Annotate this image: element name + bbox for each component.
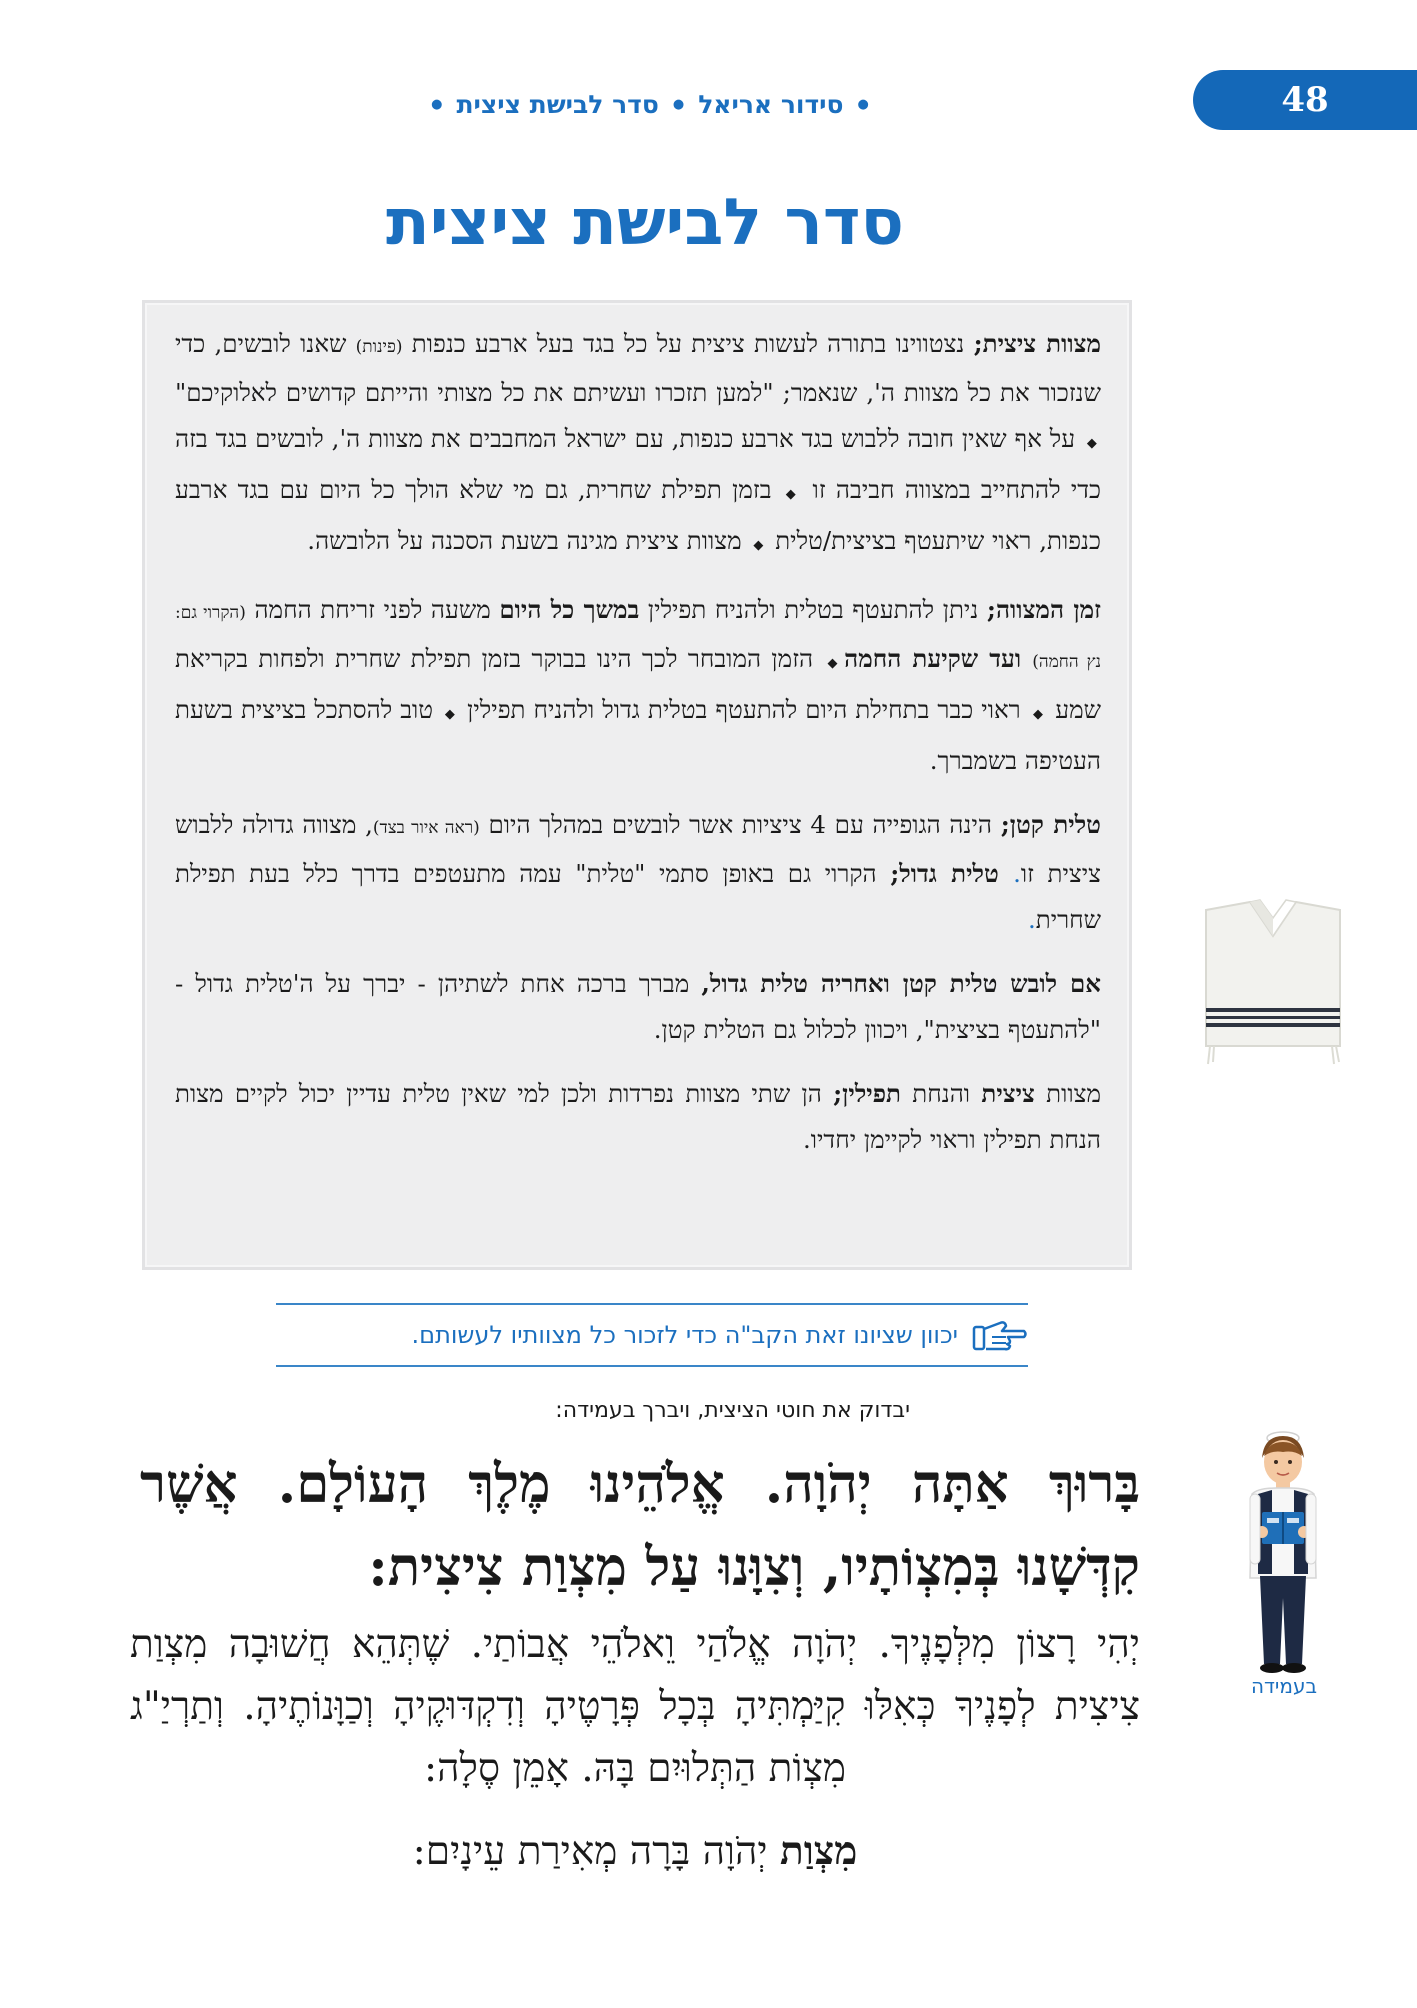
standing-boy-illustration — [1228, 1428, 1338, 1683]
siddur-name: סידור אריאל — [698, 89, 844, 119]
intention-reminder — [276, 1303, 1028, 1367]
talit-katan-illustration — [1200, 896, 1346, 1066]
tzitzit-blessing: בָּרוּךְ אַתָּה יְהֹוָה. אֱלֹהֵינוּ מֶלֶךְ הָעוֹלָם. אֲשֶׁר קִדְּשָׁנוּ בְּמִצְוֹתָיו, וְצִוָּנוּ עַל מִצְוַת צִיצִית: — [140, 1453, 1140, 1598]
bullet-icon: ● — [672, 96, 685, 112]
paragraph-text: מברך ברכה אחת לשתיהן - יברך על ה'טלית גדול - "להתעטף בציצית", ויכוון לכלול גם הטלית קטן. — [175, 969, 1101, 1044]
paragraph-note: (ראה איור בצד) — [372, 818, 480, 838]
pointing-hand-icon — [972, 1315, 1028, 1355]
paragraph-bold: ועד שקיעת החמה — [844, 644, 1033, 673]
paragraph-bold: ציצית — [981, 1079, 1035, 1108]
yehi-ratzon-prayer: יְהִי רָצוֹן מִלְּפָנֶיךָ. יְהֹוָה אֱלֹהַי וֵאלֹהֵי אֲבוֹתַי. שֶׁתְּהֵא חֲשׁוּבָה מִצְוַת צִיצִית לְפָנֶיךָ כְּאִלּוּ קִיַּמְתִּיהָ בְּכָל פְּרָטֶיהָ וְדִקְדּוּקֶיהָ וְכַוָּנוֹתֶיהָ. וְתַרְיַ"ג מִצְוֹת הַתְּלוּיִם בָּהּ. אָמֵן סֶלָה: — [130, 1622, 1140, 1791]
paragraph-text: מצוות — [1034, 1079, 1101, 1108]
standing-caption: בעמידה — [1250, 1674, 1318, 1698]
info-box — [142, 300, 1132, 1270]
paragraph-note: (הקרוי גם: נץ החמה) — [175, 603, 1102, 672]
paragraph-text: טוב להסתכל בציצית בשעת העטיפה בשמברך. — [175, 695, 1101, 775]
diamond-icon: ◆ — [783, 487, 799, 502]
paragraph-text: הינה הגופייה עם 4 ציציות אשר לובשים במהלך היום — [479, 810, 1001, 839]
paragraph-bold: טלית גדול; — [890, 859, 1014, 888]
paragraph-tzitzit-tefillin — [175, 1071, 1101, 1163]
paragraph-mitzvah-time — [175, 587, 1101, 784]
paragraph-lead: מצוות ציצית; — [973, 329, 1101, 358]
paragraph-text: שאנו לובשים, כדי שנזכור את כל מצוות ה', שנאמר; "למען תזכרו ועשיתם את כל מצותי והייתם קדושים לאלוקיכם" — [175, 329, 1101, 407]
bullet-icon: ● — [857, 96, 869, 112]
paragraph-text: ניתן להתעטף בטלית ולהניח תפילין — [639, 595, 987, 624]
bullet-icon: ● — [431, 96, 443, 112]
verse-text: יְהֹוָה בָּרָה מְאִירַת עֵינָיִם: — [412, 1829, 781, 1874]
paragraph-lead: טלית קטן; — [1000, 810, 1101, 839]
paragraph-text: , מצווה גדולה ללבוש ציצית זו — [175, 810, 1101, 888]
paragraph-both-talits — [175, 961, 1101, 1053]
paragraph-text: על אף שאין חובה ללבוש בגד ארבע כנפות, עם ישראל המחבבים את מצוות ה', לובשים בגד בזה כדי להתחייב במצווה חביבה זו — [175, 424, 1102, 504]
diamond-icon: ◆ — [444, 707, 456, 722]
paragraph-text: בזמן תפילת שחרית, גם מי שלא הולך כל היום עם בגד ארבע כנפות, ראוי שיתעטף בציצית/טלית — [175, 475, 1101, 555]
paragraph-lead: אם לובש טלית קטן ואחריה טלית גדול, — [701, 969, 1101, 998]
page-number: 48 — [1281, 80, 1329, 120]
paragraph-lead: זמן המצווה; — [986, 595, 1101, 624]
paragraph-text: ראוי כבר בתחילת היום להתעטף בטלית גדול ולהניח תפילין — [459, 695, 1029, 724]
paragraph-text: והנחת — [901, 1079, 982, 1108]
page-title: סדר לבישת ציצית — [385, 186, 905, 260]
closing-verse — [130, 1828, 1140, 1874]
blessing-instruction: יבדוק את חוטי הציצית, ויברך בעמידה: — [555, 1398, 910, 1423]
reminder-text: יכוון שציונו זאת הקב"ה כדי לזכור כל מצוותיו לעשותם. — [411, 1321, 958, 1349]
diamond-icon: ◆ — [1086, 436, 1097, 451]
paragraph-text: נצטווינו בתורה לעשות ציצית על כל בגד בעל ארבע כנפות — [402, 329, 974, 358]
diamond-icon: ◆ — [1032, 707, 1044, 722]
paragraph-text: הזמן המובחר לכך הינו בבוקר בזמן תפילת שחרית ולפחות בקריאת שמע — [175, 644, 1102, 724]
page-number-badge — [1193, 70, 1417, 130]
running-header — [380, 84, 920, 124]
diamond-icon: ◆ — [827, 656, 841, 671]
paragraph-bold: במשך כל היום — [499, 595, 640, 624]
diamond-icon: ◆ — [753, 538, 764, 553]
paragraph-talit-katan — [175, 802, 1101, 943]
section-name: סדר לבישת ציצית — [456, 89, 659, 119]
paragraph-bold: תפילין; — [833, 1079, 901, 1108]
paragraph-text: מצוות ציצית מגינה בשעת הסכנה על הלובשה. — [307, 526, 750, 555]
paragraph-tzitzit-mitzvah — [175, 321, 1101, 569]
paragraph-text: הקרוי גם באופן סתמי "טלית" עמה מתעטפים בדרך כלל בעת תפילת שחרית — [175, 859, 1101, 934]
verse-first-word: מִצְוַת — [780, 1828, 858, 1874]
paragraph-dot: . — [1013, 859, 1021, 888]
paragraph-note: (פינות) — [355, 337, 403, 357]
paragraph-text: משעה לפני זריחת החמה — [245, 595, 500, 624]
paragraph-text: הן שתי מצוות נפרדות ולכן למי שאין טלית עדיין יכול לקיים מצות הנחת תפילין וראוי לקיימן יחדיו. — [175, 1079, 1101, 1154]
paragraph-dot: . — [1027, 905, 1036, 934]
